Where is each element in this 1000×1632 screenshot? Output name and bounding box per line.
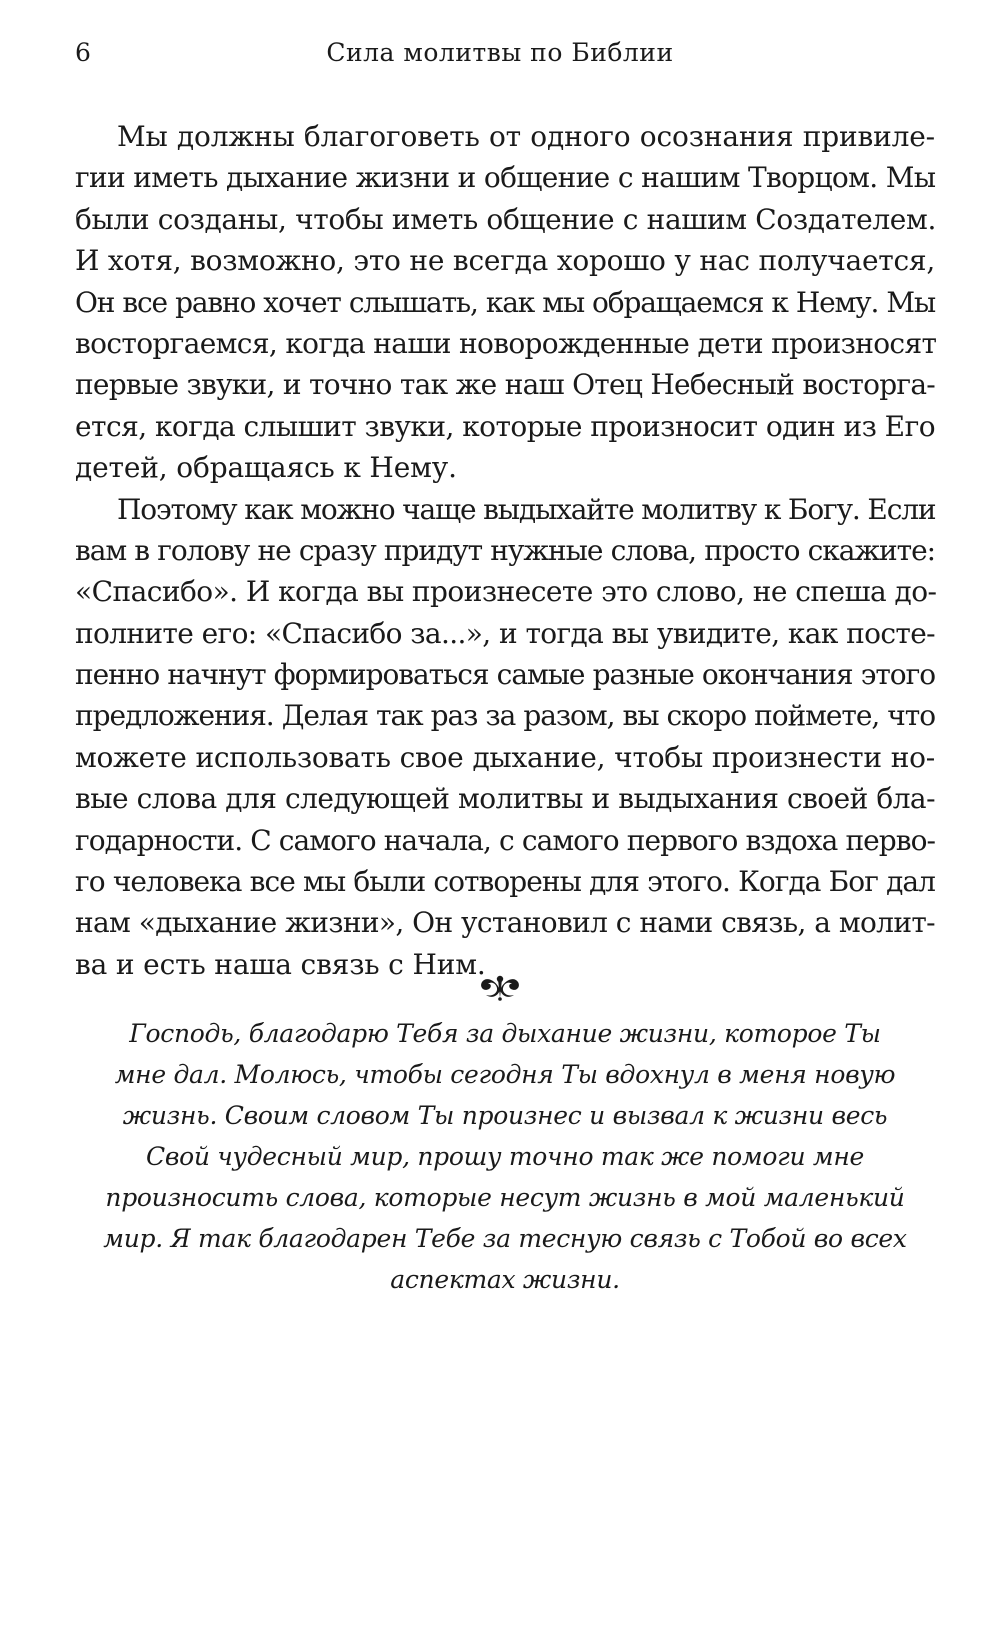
text-line: первые звуки, и точно так же наш Отец Небесный восторга- [75, 368, 935, 402]
text-line: вам в голову не сразу придут нужные слова, просто скажите: [75, 533, 935, 567]
text-line: предложения. Делая так раз за разом, вы скоро поймете, что [75, 699, 935, 733]
prayer-line: произносить слова, которые несут жизнь в мой маленький [105, 1183, 905, 1212]
text-line: ется, когда слышит звуки, которые произносит один из Его [75, 409, 935, 443]
text-line: «Спасибо». И когда вы произнесете это слово, не спеша до- [75, 575, 937, 609]
page-number: 6 [75, 38, 91, 67]
text-line: Мы должны благоговеть от одного осознания привиле- [117, 120, 935, 153]
text-line: вые слова для следующей молитвы и выдыхания своей бла- [75, 782, 935, 816]
paragraph [75, 116, 935, 489]
prayer-line: мне дал. Молюсь, чтобы сегодня Ты вдохнул в меня новую [114, 1060, 896, 1089]
text-line: детей, обращаясь к Нему. [75, 451, 457, 485]
prayer-block [95, 1013, 915, 1300]
paragraph [75, 489, 935, 986]
text-line: гии иметь дыхание жизни и общение с нашим Творцом. Мы [75, 161, 936, 195]
text-line: можете использовать свое дыхание, чтобы произнести но- [75, 740, 935, 774]
prayer-line: Свой чудесный мир, прошу точно так же помоги мне [146, 1142, 864, 1171]
text-line: были созданы, чтобы иметь общение с нашим Создателем. [75, 202, 936, 236]
text-line: нам «дыхание жизни», Он установил с нами связь, а молит- [75, 906, 935, 940]
text-line: И хотя, возможно, это не всегда хорошо у нас получается, [75, 244, 935, 278]
prayer-line: мир. Я так благодарен Тебе за тесную связь с Тобой во всех [103, 1224, 907, 1253]
text-line: восторгаемся, когда наши новорожденные дети произносят [75, 326, 937, 360]
prayer-line: аспектах жизни. [390, 1265, 620, 1294]
text-line: Поэтому как можно чаще выдыхайте молитву к Богу. Если [117, 492, 936, 526]
text-line: полните его: «Спасибо за...», и тогда вы увидите, как посте- [75, 616, 935, 650]
text-line: Он все равно хочет слышать, как мы обращаемся к Нему. Мы [75, 285, 935, 319]
prayer-line: Господь, благодарю Тебя за дыхание жизни, которое Ты [129, 1019, 881, 1048]
fleuron-icon [470, 968, 530, 1008]
text-line: го человека все мы были сотворены для этого. Когда Бог дал [75, 865, 935, 899]
text-line: годарности. С самого начала, с самого первого вздоха перво- [75, 823, 935, 857]
running-title: Сила молитвы по Библии [326, 38, 674, 67]
text-line: ва и есть наша связь с Ним. [75, 947, 486, 981]
text-line: пенно начнут формироваться самые разные окончания этого [75, 658, 935, 692]
prayer-line: жизнь. Своим словом Ты произнес и вызвал к жизни весь [122, 1101, 888, 1130]
body-text [75, 116, 935, 985]
